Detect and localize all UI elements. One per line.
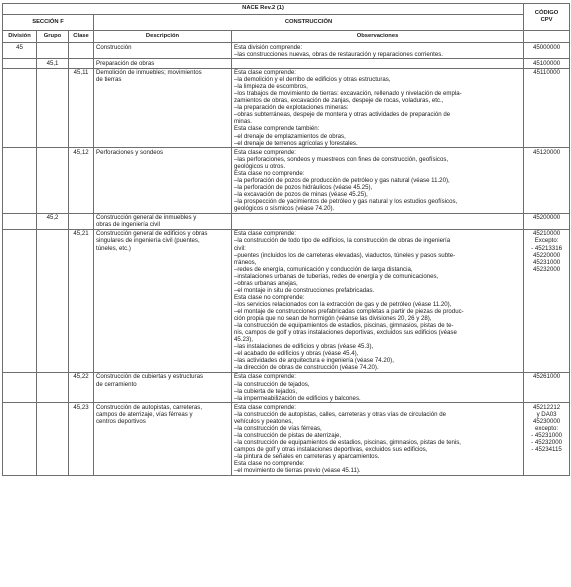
cpv-cell-line: 45261000 [533, 373, 561, 381]
observaciones-cell-line: –la dirección de obras de construcción (véase 74.20). [234, 364, 379, 372]
descripcion-cell-line: campos de aterrizaje, vías férreas y [96, 410, 193, 418]
observaciones-cell-line: –la construcción de pistas de aterrizaje, [234, 431, 342, 439]
division-cell [3, 68, 37, 148]
observaciones-cell [232, 229, 524, 372]
cpv-cell-line: - 45234115 [531, 446, 562, 454]
observaciones-cell [232, 372, 524, 402]
observaciones-cell-line: geológicos o sísmicos (véase 74.20). [234, 205, 335, 213]
codigo-cpv-line-2: CPV [540, 17, 553, 24]
cpv-cell [524, 403, 570, 476]
nace-table [2, 3, 570, 476]
descripcion-cell-line: Construcción de autopistas, carreteras, [96, 403, 203, 411]
cpv-cell-line: excepto: [535, 424, 559, 432]
cpv-cell [524, 213, 570, 229]
observaciones-cell-line: –la construcción de vías férreas, [234, 424, 322, 432]
descripcion-cell-line: Construcción de cubiertas y estructuras [96, 373, 204, 381]
observaciones-cell-line: Esta clase comprende también: [234, 125, 320, 133]
observaciones-cell-line: –los servicios relacionados con la extracción de gas y de petróleo (véase 11.20), [234, 300, 452, 308]
cpv-cell-line: 45110000 [533, 69, 560, 77]
cpv-cell-line: Excepto: [534, 237, 559, 245]
descripcion-cell [94, 372, 232, 402]
observaciones-cell-line: –el drenaje de emplazamientos de obras, [234, 132, 346, 140]
observaciones-cell [232, 403, 524, 476]
observaciones-cell-line: Esta clase comprende: [234, 403, 296, 411]
cpv-cell-line: 45210000 [533, 230, 561, 238]
observaciones-cell-line: –la impermeabilización de edificios y balcones. [234, 394, 361, 402]
observaciones-cell [232, 59, 524, 68]
observaciones-cell-line: –puentes (incluidos los de carreteras elevadas), viaductos, túneles y pasos subte- [234, 251, 456, 259]
observaciones-cell-line: –las instalaciones de edificios y obras (véase 45.3), [234, 343, 374, 351]
observaciones-cell-line: –la construcción de equipamientos de estadios, piscinas, gimnasios, pistas de te- [234, 322, 454, 330]
descripcion-cell [94, 68, 232, 148]
observaciones-cell-line: –redes de energía, comunicación y conducción de larga distancia, [234, 265, 413, 273]
descripcion-cell-line: obras de ingeniería civil [96, 221, 161, 229]
descripcion-cell [94, 148, 232, 214]
descripcion-cell-line: de tierras [96, 76, 122, 84]
cpv-cell-line: - 45232000 [531, 438, 562, 446]
cpv-cell-line: - 45213316 [531, 244, 562, 252]
observaciones-cell-line: –la cubierta de tejados, [234, 387, 298, 395]
cpv-cell-line: - 45231000 [531, 431, 562, 439]
grupo-cell [37, 229, 69, 372]
table-row [3, 403, 570, 476]
table-row [3, 213, 570, 229]
cpv-cell-line: 45212212 [533, 403, 561, 411]
cpv-cell-line: 45232000 [533, 265, 561, 273]
descripcion-cell-line: Construcción general de inmuebles y [96, 214, 197, 222]
division-cell [3, 59, 37, 68]
cpv-cell-line: 45200000 [533, 214, 561, 222]
observaciones-cell-line: –las actividades de arquitectura e ingeniería (véase 74.20), [234, 357, 394, 365]
observaciones-cell-line: Esta clase comprende: [234, 373, 296, 381]
observaciones-cell-line: Esta división comprende: [234, 43, 303, 51]
observaciones-cell-line: –la perforación de pozos de producción de petróleo y gas natural (véase 11.20), [234, 176, 450, 184]
observaciones-cell-line: zamientos de obras, excavación de zanjas, despeje de rocas, voladuras, etc., [234, 97, 444, 105]
codigo-cpv-header [524, 4, 570, 31]
cpv-cell [524, 372, 570, 402]
observaciones-cell-line: –obras subterráneas, despeje de montera y otras actividades de preparación de [234, 111, 451, 119]
clase-cell [69, 43, 94, 59]
observaciones-cell-line: –la construcción de autopistas, calles, carreteras y otras vías de circulación de [234, 410, 447, 418]
clase-cell: 45,23 [69, 403, 94, 476]
clase-cell: 45,21 [69, 229, 94, 372]
observaciones-cell-line: –la demolición y el derribo de edificios y otras estructuras, [234, 76, 391, 84]
table-row [3, 43, 570, 59]
table-row [3, 59, 570, 68]
observaciones-cell-line: –obras urbanas anejas, [234, 279, 298, 287]
descripcion-cell [94, 59, 232, 68]
cpv-cell-line: 45230000 [533, 417, 561, 425]
observaciones-cell-line: –las perforaciones, sondeos y muestreos con fines de construcción, geofísicos, [234, 155, 449, 163]
observaciones-cell-line: campos de golf y otras instalaciones deportivas, excluidos sus edificios, [234, 446, 428, 454]
table-row [3, 68, 570, 148]
division-cell [3, 403, 37, 476]
observaciones-cell-line: –el montaje de construcciones prefabricadas completas a partir de piezas de produc- [234, 307, 464, 315]
descripcion-cell-line: Demolición de inmuebles; movimientos [96, 69, 202, 77]
descripcion-cell-line: Preparación de obras [96, 59, 155, 67]
observaciones-header: Observaciones [232, 31, 524, 43]
observaciones-cell [232, 43, 524, 59]
observaciones-cell-line: –el drenaje de terrenos agrícolas y forestales. [234, 139, 358, 147]
descripcion-cell-line: singulares de ingeniería civil (puentes, [96, 237, 200, 245]
observaciones-cell-line: –la pintura de señales en carreteras y aparcamientos. [234, 453, 380, 461]
table-row [3, 372, 570, 402]
observaciones-cell-line: Esta clase comprende: [234, 230, 296, 238]
cpv-cell [524, 59, 570, 68]
grupo-cell [37, 148, 69, 214]
construccion-header: CONSTRUCCIÓN [94, 15, 524, 31]
clase-header: Clase [69, 31, 94, 43]
grupo-cell: 45,1 [37, 59, 69, 68]
observaciones-cell [232, 148, 524, 214]
cpv-cell [524, 68, 570, 148]
observaciones-cell-line: Esta clase no comprende: [234, 293, 305, 301]
table-body [3, 43, 570, 476]
division-header: División [3, 31, 37, 43]
cpv-cell [524, 229, 570, 372]
observaciones-cell-line: nis, campos de golf y otras instalaciones deportivas, excluidos sus edificios (véase [234, 329, 457, 337]
observaciones-cell-line: –el acabado de edificios y obras (véase 45.4), [234, 350, 359, 358]
seccion-header: SECCIÓN F [3, 15, 94, 31]
observaciones-cell-line: –la excavación de pozos de minas (véase 45.25), [234, 191, 368, 198]
cpv-cell-line: 45120000 [533, 148, 561, 156]
grupo-cell [37, 43, 69, 59]
descripcion-header: Descripción [94, 31, 232, 43]
observaciones-cell-line: Esta clase comprende: [234, 69, 296, 77]
codigo-cpv-line-1: CÓDIGO [534, 10, 559, 16]
descripcion-cell [94, 213, 232, 229]
observaciones-cell [232, 68, 524, 148]
division-cell [3, 372, 37, 402]
observaciones-cell-line: 45.23), [234, 336, 253, 344]
observaciones-cell-line: –las construcciones nuevas, obras de restauración y reparaciones corrientes. [234, 50, 443, 58]
division-cell: 45 [3, 43, 37, 59]
division-cell [3, 148, 37, 214]
descripcion-cell-line: de cerramiento [96, 380, 137, 388]
clase-cell: 45,12 [69, 148, 94, 214]
descripcion-cell-line: Construcción [96, 43, 132, 51]
observaciones-cell-line: –la construcción de todo tipo de edificios, la construcción de obras de ingeniería [234, 237, 451, 245]
division-cell [3, 213, 37, 229]
observaciones-cell-line: –la prospección de yacimientos de petróleo y gas natural y los estudios geofísicos, [234, 198, 458, 206]
descripcion-cell-line: Perforaciones y sondeos [96, 148, 164, 156]
clase-cell: 45,22 [69, 372, 94, 402]
cpv-cell [524, 43, 570, 59]
descripcion-cell-line: Construcción general de edificios y obras [96, 230, 208, 238]
observaciones-cell-line: –la perforación de pozos hidráulicos (véase 45.25), [234, 183, 373, 191]
observaciones-cell-line: vehículos y peatones, [234, 417, 293, 425]
observaciones-cell-line: –la limpieza de escombros, [234, 83, 308, 91]
observaciones-cell-line: –los trabajos de movimiento de tierras: excavación, rellenado y nivelación de empla- [234, 90, 462, 98]
observaciones-cell-line: Esta clase no comprende: [234, 169, 305, 177]
observaciones-cell-line: Esta clase comprende: [234, 148, 296, 156]
observaciones-cell-line: –la construcción de equipamientos de estadios, piscinas, gimnasios, pistas de tenis, [234, 438, 461, 446]
cpv-cell [524, 148, 570, 214]
table-row [3, 148, 570, 214]
observaciones-cell [232, 213, 524, 229]
nace-header: NACE Rev.2 (1) [3, 4, 524, 15]
clase-cell: 45,11 [69, 68, 94, 148]
table-row [3, 229, 570, 372]
observaciones-cell-line: civil: [234, 244, 246, 252]
observaciones-cell-line: geológicos u otros. [234, 162, 286, 170]
grupo-header: Grupo [37, 31, 69, 43]
observaciones-cell-line: –el montaje in situ de construcciones prefabricadas. [234, 286, 375, 294]
descripcion-cell-line: centros deportivos [96, 417, 146, 425]
grupo-cell [37, 68, 69, 148]
descripcion-cell [94, 43, 232, 59]
cpv-cell-line: 45231000 [533, 258, 561, 266]
descripcion-cell-line: túneles, etc.) [96, 244, 131, 252]
grupo-cell [37, 372, 69, 402]
grupo-cell: 45,2 [37, 213, 69, 229]
cpv-cell-line: 45100000 [533, 59, 561, 67]
descripcion-cell [94, 403, 232, 476]
observaciones-cell-line: –la preparación de explotaciones mineras: [234, 104, 349, 112]
grupo-cell [37, 403, 69, 476]
observaciones-cell-line: rráneos, [234, 258, 257, 266]
cpv-cell-line: 45000000 [533, 43, 561, 51]
observaciones-cell-line: minas. [234, 118, 252, 126]
observaciones-cell-line: –el movimiento de tierras previo (véase 45.11). [234, 467, 361, 475]
observaciones-cell-line: Esta clase no comprende: [234, 460, 305, 468]
descripcion-cell [94, 229, 232, 372]
observaciones-cell-line: ción propia que no sean de hormigón (véanse las divisiones 20, 26 y 28), [234, 314, 432, 322]
cpv-header-spacer [524, 31, 570, 43]
cpv-cell-line: 45220000 [533, 251, 561, 259]
observaciones-cell-line: –instalaciones urbanas de tuberías, redes de energía y de comunicaciones, [234, 272, 439, 280]
observaciones-cell-line: –la construcción de tejados, [234, 380, 310, 388]
clase-cell [69, 59, 94, 68]
division-cell [3, 229, 37, 372]
cpv-cell-line: y DA03 [536, 410, 557, 418]
clase-cell [69, 213, 94, 229]
